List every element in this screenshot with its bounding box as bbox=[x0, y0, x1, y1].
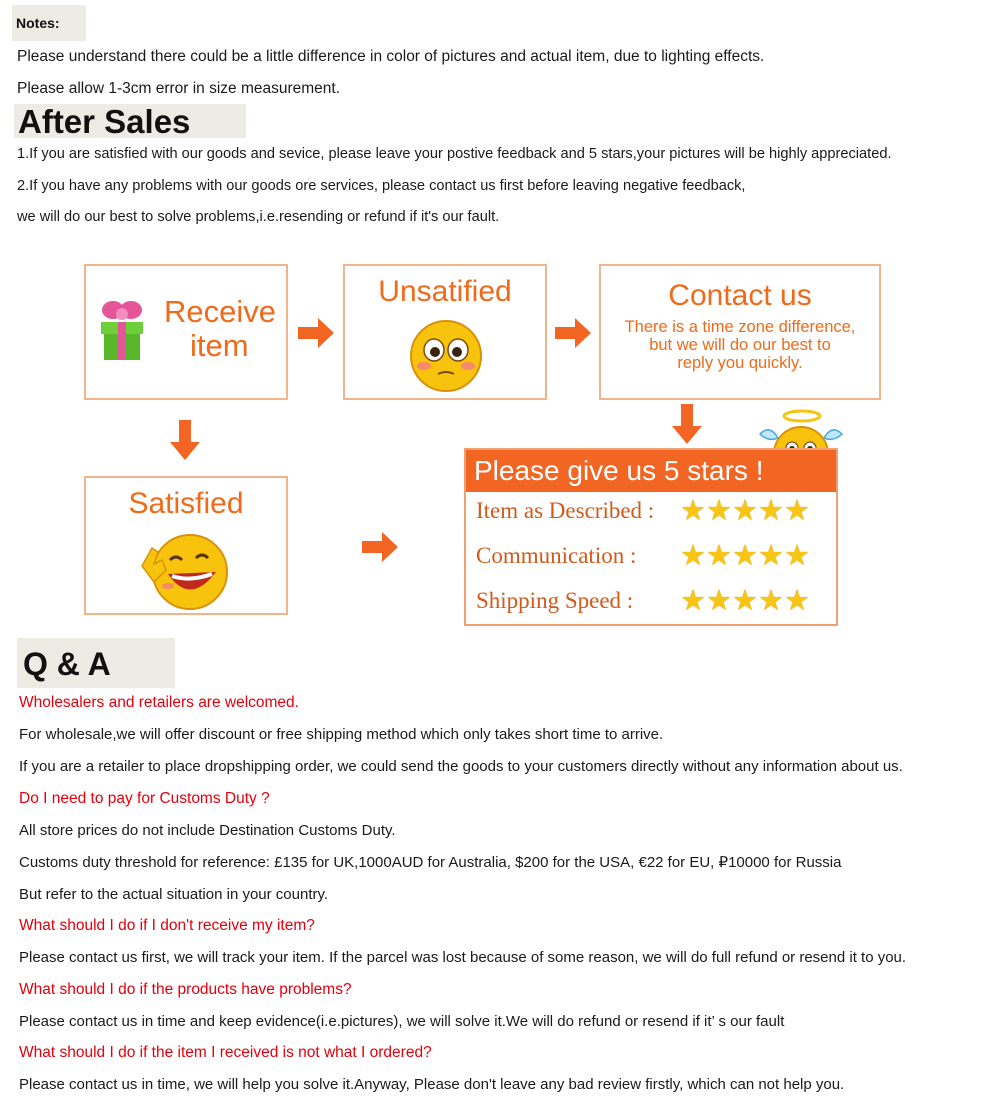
qa-question-wholesale: Wholesalers and retailers are welcomed. bbox=[19, 694, 299, 711]
star-icon: ★ bbox=[758, 585, 784, 617]
rating-label-shipping-speed: Shipping Speed : bbox=[476, 588, 634, 613]
receive-label-line1: Receive bbox=[164, 294, 276, 329]
star-icon: ★ bbox=[784, 585, 810, 617]
qa-question-customs: Do I need to pay for Customs Duty ? bbox=[19, 790, 270, 807]
star-icon: ★ bbox=[732, 585, 758, 617]
qa-answer-wrong-item: Please contact us in time, we will help you solve it.Anyway, Please don't leave any bad review firstly, which can not help you. bbox=[19, 1076, 845, 1093]
notes-heading: Notes: bbox=[12, 5, 86, 41]
qa-answer-customs-2: Customs duty threshold for reference: £135 for UK,1000AUD for Australia, $200 for the USA, €22 for EU, ₽10000 for Russia bbox=[19, 854, 842, 871]
receive-label-line2: item bbox=[190, 328, 249, 363]
star-icon: ★ bbox=[732, 495, 758, 527]
arrow-right-icon bbox=[555, 318, 591, 348]
contact-us-title: Contact us bbox=[668, 279, 812, 312]
rating-label-communication: Communication : bbox=[476, 543, 637, 568]
rating-title-bar bbox=[466, 450, 836, 492]
qa-question-not-received: What should I do if I don't receive my item? bbox=[19, 917, 315, 934]
star-icon: ★ bbox=[732, 540, 758, 572]
rating-title: Please give us 5 stars ! bbox=[474, 455, 764, 486]
arrow-down-icon bbox=[672, 404, 702, 444]
qa-answer-wholesale-2: If you are a retailer to place dropshipping order, we could send the goods to your customers directly without any information about us. bbox=[19, 758, 903, 775]
arrow-right-icon bbox=[362, 532, 398, 562]
rating-stars-communication bbox=[680, 541, 810, 571]
star-icon: ★ bbox=[706, 540, 732, 572]
after-sales-line-1: 1.If you are satisfied with our goods and sevice, please leave your postive feedback and 5 stars,your pictures will be highly appreciated. bbox=[17, 146, 892, 162]
qa-answer-wholesale-1: For wholesale,we will offer discount or free shipping method which only takes short time to arrive. bbox=[19, 726, 664, 743]
after-sales-line-2: 2.If you have any problems with our goods ore services, please contact us first before leaving negative feedback, bbox=[17, 178, 746, 194]
rating-label-item-described: Item as Described : bbox=[476, 498, 655, 523]
arrow-down-icon bbox=[170, 420, 200, 460]
star-icon: ★ bbox=[784, 540, 810, 572]
receive-item-box bbox=[84, 264, 288, 400]
rating-stars-shipping-speed bbox=[680, 586, 810, 616]
qa-answer-customs-1: All store prices do not include Destination Customs Duty. bbox=[19, 822, 396, 839]
notes-line-size: Please allow 1-3cm error in size measurement. bbox=[17, 80, 341, 97]
after-sales-line-3: we will do our best to solve problems,i.e.resending or refund if it's our fault. bbox=[17, 209, 500, 225]
rating-stars-item-described bbox=[680, 496, 810, 526]
arrow-right-icon bbox=[298, 318, 334, 348]
unsatisfied-label: Unsatified bbox=[378, 275, 512, 308]
star-icon: ★ bbox=[706, 495, 732, 527]
contact-us-line-3: reply you quickly. bbox=[677, 354, 803, 372]
unsatisfied-box bbox=[343, 264, 547, 400]
satisfied-label: Satisfied bbox=[128, 487, 244, 520]
notes-line-color: Please understand there could be a little difference in color of pictures and actual item, due to lighting effects. bbox=[17, 48, 765, 65]
qa-heading: Q & A bbox=[17, 638, 175, 688]
star-icon: ★ bbox=[784, 495, 810, 527]
star-icon: ★ bbox=[758, 495, 784, 527]
gift-box-icon bbox=[96, 298, 148, 364]
qa-answer-problems: Please contact us in time and keep evidence(i.e.pictures), we will solve it.We will do refund or resend if it’ s our fault bbox=[19, 1013, 785, 1030]
star-icon: ★ bbox=[680, 540, 706, 572]
star-icon: ★ bbox=[680, 585, 706, 617]
qa-answer-customs-3: But refer to the actual situation in your country. bbox=[19, 886, 329, 903]
contact-us-line-1: There is a time zone difference, bbox=[624, 318, 856, 336]
star-icon: ★ bbox=[758, 540, 784, 572]
rating-panel bbox=[464, 448, 838, 626]
star-icon: ★ bbox=[680, 495, 706, 527]
qa-question-wrong-item: What should I do if the item I received is not what I ordered? bbox=[19, 1044, 432, 1061]
contact-us-line-2: but we will do our best to bbox=[649, 336, 831, 354]
satisfied-box bbox=[84, 476, 288, 615]
qa-question-problems: What should I do if the products have problems? bbox=[19, 981, 352, 998]
worried-face-emoji-icon bbox=[408, 318, 484, 394]
contact-us-box bbox=[599, 264, 881, 400]
star-icon: ★ bbox=[706, 585, 732, 617]
qa-answer-not-received: Please contact us first, we will track your item. If the parcel was lost because of some reason, we will do full refund or resend it to you. bbox=[19, 949, 907, 966]
laughing-face-emoji-icon bbox=[138, 530, 234, 612]
after-sales-heading: After Sales bbox=[14, 104, 246, 138]
